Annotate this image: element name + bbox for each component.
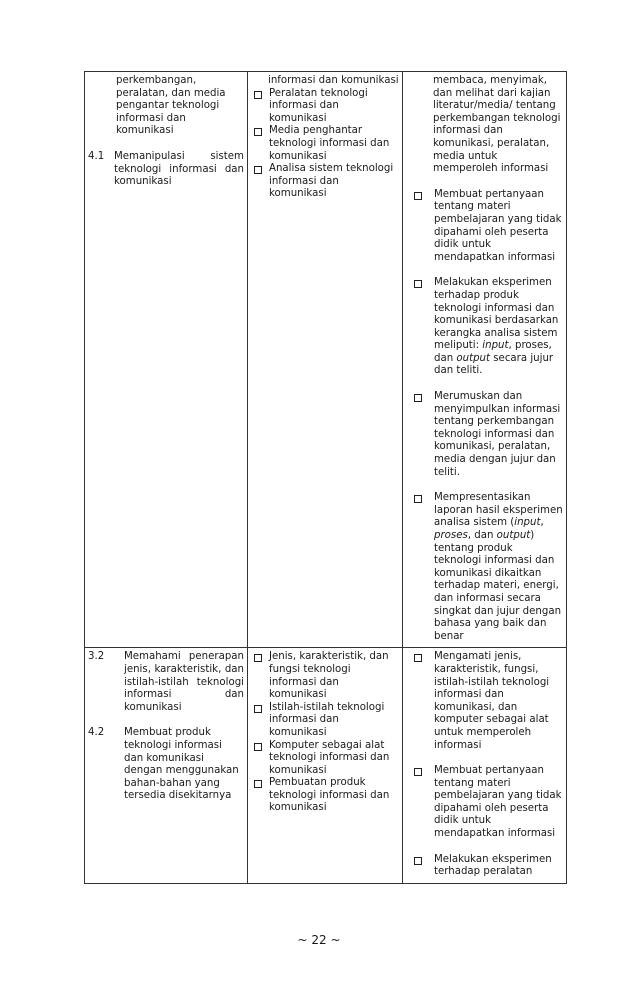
- material-cell: [248, 648, 403, 884]
- page-number: ~ 22 ~: [297, 933, 341, 947]
- competency-number: 4.2: [88, 727, 105, 739]
- list-item: Jenis, karakteristik, dan fungsi teknologi informasi dan komunikasi: [251, 651, 399, 701]
- list-item: informasi dan komunikasi: [268, 75, 399, 86]
- list-item: Merumuskan dan menyimpulkan informasi tentang perkembangan teknologi informasi dan komunikasi, peralatan, media dengan jujur dan teliti.: [406, 391, 563, 479]
- list-item: Membuat pertanyaan tentang materi pembelajaran yang tidak dipahami oleh peserta didik untuk mendapatkan informasi: [406, 189, 563, 265]
- material-cell: [248, 72, 403, 648]
- list-item: membaca, menyimak, dan melihat dari kajian literatur/media/ tentang perkembangan teknologi informasi dan komunikasi, peralatan, media untuk memperoleh informasi: [433, 75, 561, 175]
- checkbox-bullet-icon: [254, 743, 262, 751]
- competency-continuation: perkembangan, peralatan, dan media pengantar teknologi informasi dan komunikasi: [116, 75, 226, 137]
- competency-item: [88, 151, 244, 189]
- list-item: Mengamati jenis, karakteristik, fungsi, istilah-istilah teknologi informasi dan komunikasi, dan komputer sebagai alat untuk memperoleh informasi: [406, 651, 563, 752]
- checkbox-bullet-icon: [414, 394, 422, 402]
- checkbox-bullet-icon: [254, 705, 262, 713]
- list-item: Analisa sistem teknologi informasi dan komunikasi: [251, 163, 399, 201]
- competency-number: 4.1: [88, 150, 105, 162]
- competency-text: Memahami penerapan jenis, karakteristik, dan istilah-istilah teknologi informasi dan komunikasi: [124, 651, 244, 713]
- checkbox-bullet-icon: [414, 495, 422, 503]
- list-item: Istilah-istilah teknologi informasi dan komunikasi: [251, 702, 399, 740]
- list-item: Pembuatan produk teknologi informasi dan komunikasi: [251, 777, 399, 815]
- checkbox-bullet-icon: [254, 654, 262, 662]
- checkbox-bullet-icon: [414, 768, 422, 776]
- checkbox-bullet-icon: [414, 192, 422, 200]
- checkbox-bullet-icon: [414, 280, 422, 288]
- activity-cell: [403, 648, 567, 884]
- competency-cell: [85, 72, 248, 648]
- checkbox-bullet-icon: [414, 654, 422, 662]
- list-item: Komputer sebagai alat teknologi informasi dan komunikasi: [251, 740, 399, 778]
- list-item: Membuat pertanyaan tentang materi pembelajaran yang tidak dipahami oleh peserta didik untuk mendapatkan informasi: [406, 765, 563, 841]
- competency-number: 3.2: [88, 651, 105, 663]
- checkbox-bullet-icon: [414, 857, 422, 865]
- checkbox-bullet-icon: [254, 128, 262, 136]
- curriculum-table: [84, 71, 567, 884]
- list-item: Melakukan eksperimen terhadap peralatan: [406, 854, 563, 879]
- table-row: [85, 648, 567, 884]
- list-item: Mempresentasikan laporan hasil eksperimen analisa sistem (input, proses, dan output) tentang produk teknologi informasi dan komunikasi dikaitkan terhadap materi, energi, dan informasi secara singkat dan jujur dengan bahasa yang baik dan benar: [406, 492, 563, 643]
- list-item: Media penghantar teknologi informasi dan komunikasi: [251, 125, 399, 163]
- checkbox-bullet-icon: [254, 91, 262, 99]
- competency-item: [88, 727, 244, 803]
- table-row: [85, 72, 567, 648]
- checkbox-bullet-icon: [254, 780, 262, 788]
- list-item: Peralatan teknologi informasi dan komunikasi: [251, 88, 399, 126]
- competency-text: Membuat produk teknologi informasi dan komunikasi dengan menggunakan bahan-bahan yang tersedia disekitarnya: [124, 727, 239, 802]
- list-item: Melakukan eksperimen terhadap produk teknologi informasi dan komunikasi berdasarkan kerangka analisa sistem meliputi: input, proses, dan output secara jujur dan teliti.: [406, 277, 563, 378]
- competency-item: [88, 651, 244, 714]
- activity-cell: [403, 72, 567, 648]
- competency-text: Memanipulasi sistem teknologi informasi dan komunikasi: [114, 150, 244, 188]
- checkbox-bullet-icon: [254, 166, 262, 174]
- competency-cell: [85, 648, 248, 884]
